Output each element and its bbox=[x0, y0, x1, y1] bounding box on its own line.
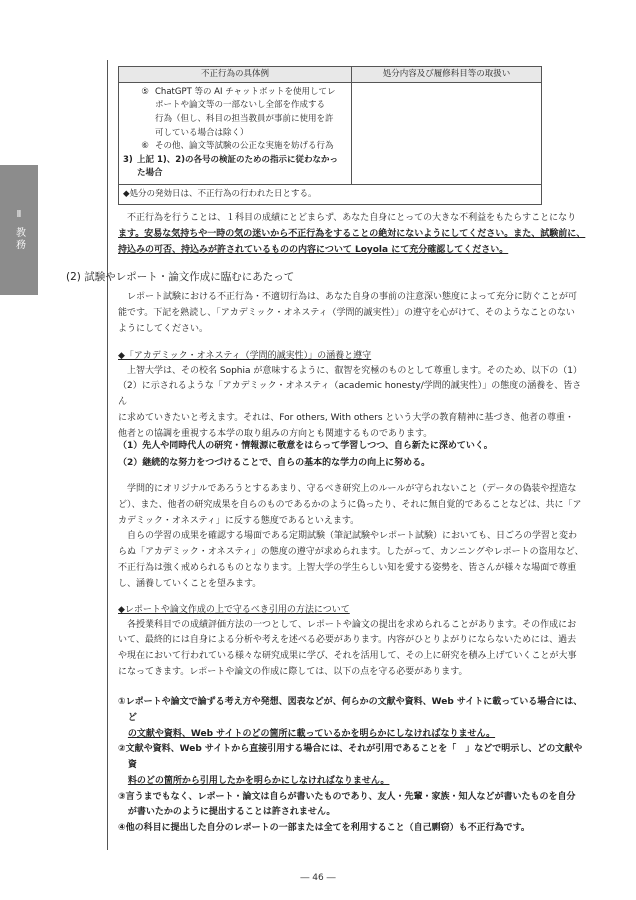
list-item: ③言うまでもなく、レポート・論文は自らが書いたものであり、友人・先輩・家族・知人などが書いたものを自分 が書いたかのように提出することは許されません。 bbox=[118, 791, 576, 818]
misconduct-table bbox=[118, 66, 542, 205]
citation-rules bbox=[118, 695, 588, 837]
list-item: 3) 上記 1)、2)の各号の検証のための指示に従わなかっ た場合 bbox=[123, 154, 339, 179]
section-2-paragraph: レポート試験における不正行為・不適切行為は、あなた自身の事前の注意深い態度によって充分に防ぐことが可 能です。下記を熟読し、「アカデミック・オネスティ（学問的誠実性）」の遵守を心がけて、そのようなことのない ようにしてください。 bbox=[118, 292, 578, 334]
margin-rule bbox=[107, 60, 108, 850]
list-item: ④他の科目に提出した自分のレポートの一部または全てを利用すること（自己剽窃）も不正行為です。 bbox=[118, 823, 530, 833]
section-side-tab: Ⅱ 教務 bbox=[0, 165, 38, 295]
table-cell-examples bbox=[119, 82, 352, 184]
list-item: ⑤ ChatGPT 等の AI チャットボットを使用してレ ポートや論文等の一部ないし全部を作成する 行為（但し、科目の担当教員が事前に使用を許 可している場合は除く） bbox=[141, 86, 336, 138]
table-cell-penalties bbox=[352, 82, 542, 184]
academic-honesty-section: ◆「アカデミック・オネスティ（学問的誠実性）」の涵養と遵守 上智大学は、その校名 Sophia が意味するように、叡智を究極のものとして尊重します。そのため、以下の（1） （2）に示されるような「アカデミック・オネスティ（academic honesty/学問的誠実性）」の態度の涵養を、皆さん に求めていきたいと考えます。それは、For others, With others という大学の教育精神に基づき、他者の尊重・ 他者との協調を重視する本学の取り組みの方向とも関連するものであります。 bbox=[118, 350, 588, 442]
section-2-title: (2) 試験やレポート・論文作成に臨むにあたって bbox=[66, 271, 295, 283]
table-header-penalties: 処分内容及び履修科目等の取扱い bbox=[352, 67, 542, 83]
principles-list bbox=[118, 438, 588, 472]
table-header-examples: 不正行為の具体例 bbox=[119, 67, 352, 83]
intro-paragraph: 不正行為を行うことは、１科目の成績にとどまらず、あなた自身にとっての大きな不利益をもたらすことになり ます。安易な気持ちや一時の気の迷いから不正行為をすることの絶対にないようにしてください。また、試験前に、 持込みの可否、持込みが許されているものの内容について Loyola にて充分確認してください。 bbox=[118, 213, 586, 255]
list-item: ①レポートや論文で論ずる考え方や発想、図表などが、何らかの文献や資料、Web サイトに載っている場合には、ど の文献や資料、Web サイトのどの箇所に載っているかを明らかにしなければなりません。 bbox=[118, 697, 583, 739]
list-item: （1）先人や同時代人の研究・情報源に敬意をはらって学習しつつ、自ら新たに深めていく。 bbox=[118, 441, 493, 451]
academic-honesty-heading: ◆「アカデミック・オネスティ（学問的誠実性）」の涵養と遵守 bbox=[118, 351, 372, 361]
citation-section: ◆レポートや論文作成の上で守るべき引用の方法について 各授業科目での成績評価方法の一つとして、レポートや論文の提出を求められることがあります。その作成にお いて、最終的には自身による分析や考えを述べる必要があります。内容がひとりよがりにならないためには、過去 や現在において行われている様々な研究成果に学び、それを活用して、その上に研究を積み上げていくことが大事 になってきます。レポートや論文の作成に際しては、以下の点を守る必要があります。 bbox=[118, 604, 588, 681]
citation-heading: ◆レポートや論文作成の上で守るべき引用の方法について bbox=[118, 605, 350, 615]
list-item: ⑥ その他、論文等試験の公正な実施を妨げる行為 bbox=[141, 141, 334, 152]
table-footnote: ◆処分の発効日は、不正行為の行われた日とする。 bbox=[119, 184, 542, 204]
list-item: （2）継続的な努力をつづけることで、自らの基本的な学力の向上に努める。 bbox=[118, 458, 431, 469]
list-item: ②文献や資料、Web サイトから直接引用する場合には、それが引用であることを「 」などで明示し、どの文献や資 料のどの箇所から引用したかを明らかにしなければなりません。 bbox=[118, 744, 583, 786]
academic-honesty-paragraph-2: 学問的にオリジナルであろうとするあまり、守るべき研究上のルールが守られないこと（データの偽装や捏造な ど）、また、他者の研究成果を自らのものであるかのように偽ったり、それに無自覚的であることなどは、共に「ア カデミック・オネスティ」に反する態度であるといえます。 自らの学習の成果を確認する場面である定期試験（筆記試験やレポート試験）においても、日ごろの学習と変わ らぬ「アカデミック・オネスティ」の態度の遵守が求められます。したがって、カンニングやレポートの盗用など、 不正行為は強く戒められるものとなります。上智大学の学生らしい知を愛する姿勢を、皆さんが様々な場面で尊重 し、涵養していくことを望みます。 bbox=[118, 484, 584, 589]
page-number: ― 46 ― bbox=[300, 873, 336, 883]
